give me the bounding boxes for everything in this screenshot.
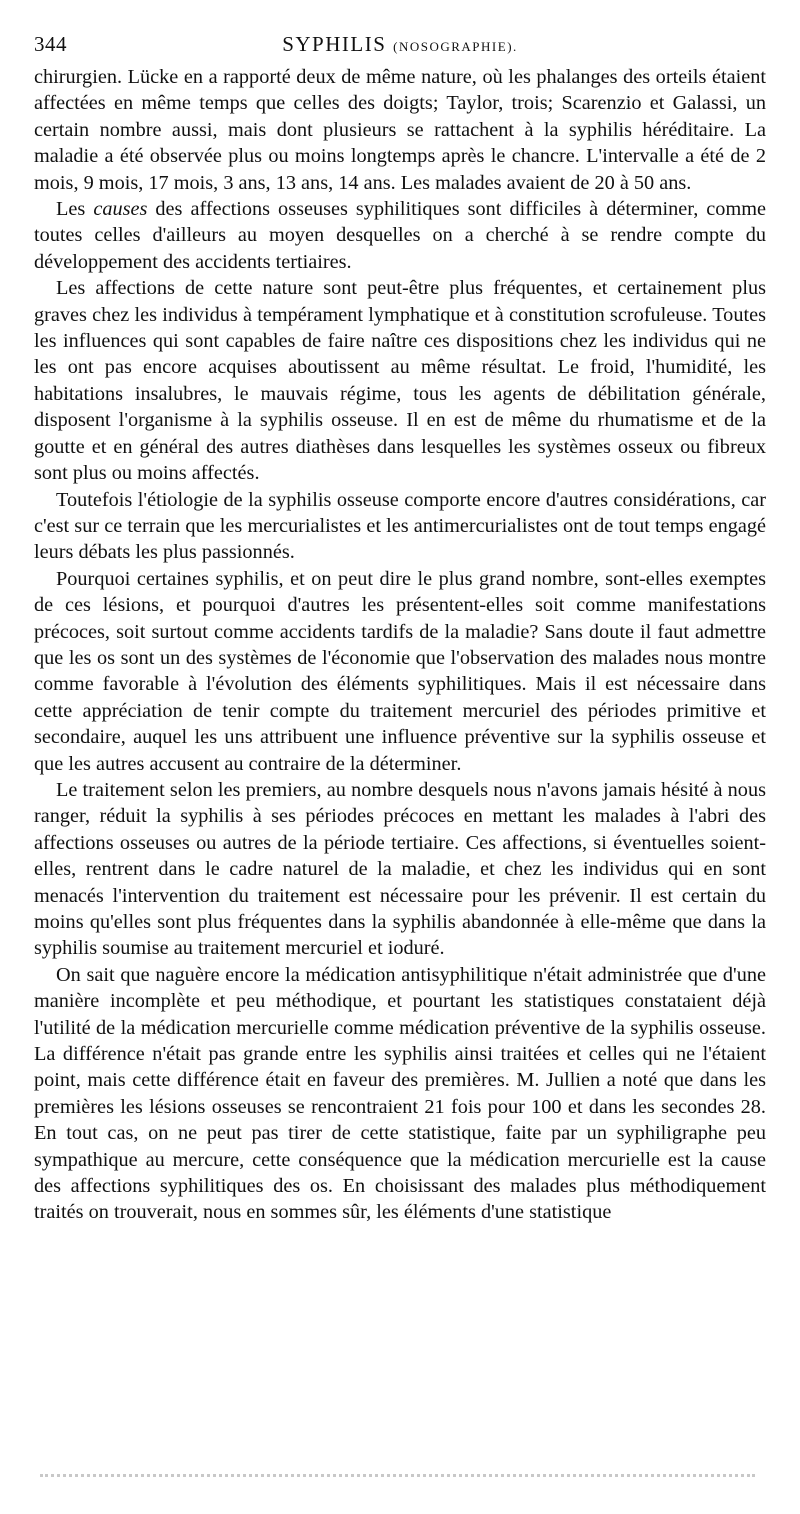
paragraph-causes	[34, 196, 766, 275]
book-page	[34, 28, 766, 1226]
paragraph-question: Pourquoi certaines syphilis, et on peut dire le plus grand nombre, sont-elles exemptes de ces lésions, et pourquoi d'autres les présentent-elles soit comme manifestations précoces, soit surtout comme accidents tardifs de la maladie? Sans doute il faut admettre que les os sont un des systèmes de l'économie que l'observation des malades nous montre comme favorable à l'évolution des éléments syphilitiques. Mais il est nécessaire dans cette appréciation de tenir compte du traitement mercuriel des périodes primitive et secondaire, auquel les uns attribuent une influence préventive sur la syphilis osseuse et que les autres accusent au contraire de la déterminer.	[34, 567, 766, 775]
emphasis-causes: causes	[93, 198, 148, 221]
paragraph-treatment: Le traitement selon les premiers, au nombre desquels nous n'avons jamais hésité à nous ranger, réduit la syphilis à ses périodes précoces en mettant les malades à l'abri des affections osseuses ou autres de la période tertiaire. Ces affections, si éventuelles soient-elles, rentrent dans le cadre naturel de la maladie, et chez les individus qui en sont menacés l'intervention du traitement est nécessaire pour les prévenir. Il est certain du moins qu'elles sont plus fréquentes dans la syphilis abandonnée à elle-même que dans la syphilis soumise au traitement mercuriel et ioduré.	[34, 778, 766, 960]
paragraph-continuation: chirurgien. Lücke en a rapporté deux de même nature, où les phalanges des orteils étaient affectées en même temps que celles des doigts; Taylor, trois; Scarenzio et Galassi, un certain nombre aussi, mais dont plusieurs se rattachent à la syphilis héréditaire. La maladie a été observée plus ou moins longtemps après le chancre. L'intervalle a été de 2 mois, 9 mois, 17 mois, 3 ans, 13 ans, 14 ans. Les malades avaient de 20 à 50 ans.	[34, 66, 766, 194]
running-head-title: SYPHILIS	[282, 32, 387, 56]
footer-divider	[40, 1474, 755, 1477]
running-head	[34, 32, 766, 57]
running-head-subtitle: (NOSOGRAPHIE).	[393, 39, 518, 54]
paragraph-causes-after: des affections osseuses syphilitiques sont difficiles à déterminer, comme toutes celles d'ailleurs au moyen desquelles on a cherché à se rendre compte du développement des accidents tertiaires.	[34, 198, 766, 273]
paragraph-causes-before: Les	[56, 198, 94, 221]
page-header	[34, 28, 766, 62]
page-number: 344	[34, 32, 67, 56]
paragraph-statistics: On sait que naguère encore la médication antisyphilitique n'était administrée que d'une manière incomplète et peu méthodique, et pourtant les statistiques constataient déjà l'utilité de la médication mercurielle comme médication préventive de la syphilis osseuse. La différence n'était pas grande entre les syphilis ainsi traitées et celles qui ne l'étaient point, mais cette différence était en faveur des premières. M. Jullien a noté que dans les premières les lésions osseuses se rencontraient 21 fois pour 100 et dans les secondes 28. En tout cas, on ne peut pas tirer de cette statistique, faite par un syphiligraphe peu sympathique au mercure, cette conséquence que la médication mercurielle est la cause des affections syphilitiques des os. En choisissant des malades plus méthodiquement traités on trouverait, nous en sommes sûr, les éléments d'une statistique	[34, 963, 766, 1224]
paragraph-etiology: Toutefois l'étiologie de la syphilis osseuse comporte encore d'autres considérations, car c'est sur ce terrain que les mercurialistes et les antimercurialistes ont de tout temps engagé leurs débats les plus passionnés.	[34, 488, 766, 564]
paragraph-predisposition: Les affections de cette nature sont peut-être plus fréquentes, et certainement plus graves chez les individus à tempérament lymphatique et à constitution scrofuleuse. Toutes les influences qui sont capables de faire naître ces dispositions chez les individus qui ne les ont pas encore acquises aboutissent au même résultat. Le froid, l'humidité, les habitations insalubres, le mauvais régime, tous les agents de débilitation générale, disposent l'organisme à la syphilis osseuse. Il en est de même du rhumatisme et de la goutte et en général des autres diathèses dans lesquelles les systèmes osseux ou fibreux sont plus ou moins affectés.	[34, 277, 766, 485]
body-text	[34, 64, 766, 1226]
